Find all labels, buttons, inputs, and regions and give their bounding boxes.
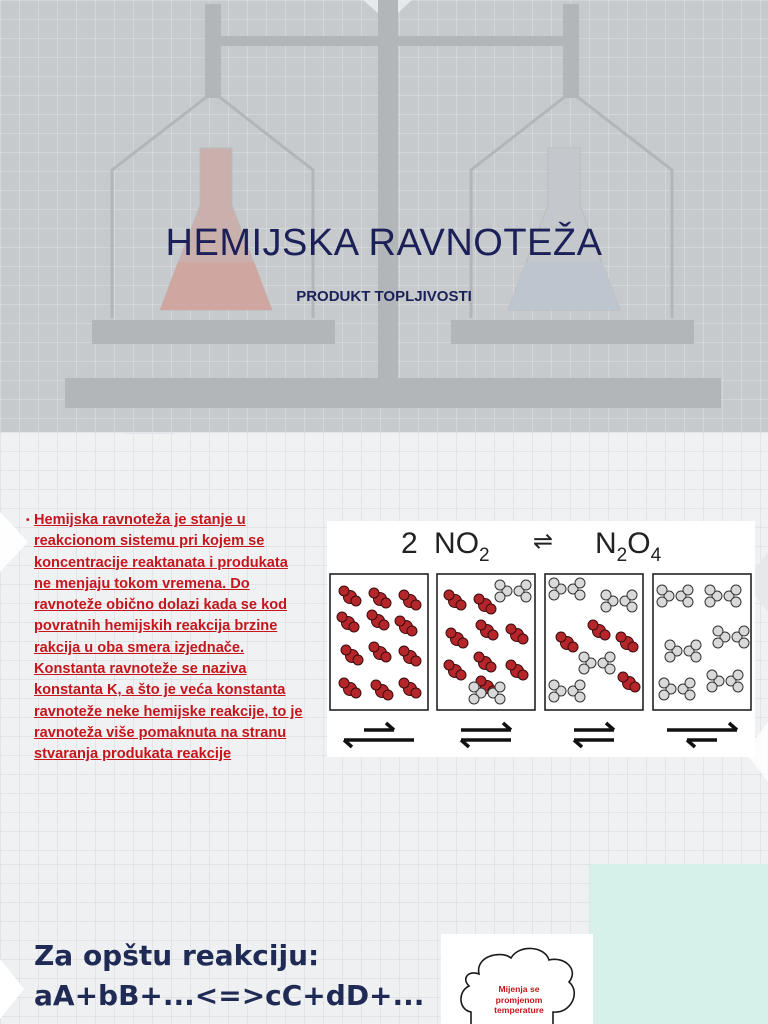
cloud-note [477, 984, 561, 1016]
slide-subtitle: PRODUKT TOPLJIVOSTI [296, 288, 472, 305]
equilibrium-arrow: ⇌ [533, 527, 554, 555]
reaction-arrow-2 [461, 723, 511, 747]
slide-title: HEMIJSKA RAVNOTEŽA [165, 222, 603, 264]
reactant-subscript: 2 [479, 545, 490, 566]
cloud-line-1: Mijenja se [498, 984, 540, 994]
product-n: N [595, 527, 617, 560]
product-o-subscript: 4 [650, 545, 662, 566]
decorative-arrow [0, 954, 30, 1024]
svg-text:N2O4 [595, 527, 662, 566]
molecule-boxes [330, 574, 751, 747]
equilibrium-diagram [327, 521, 755, 757]
mint-accent-block [590, 864, 768, 1024]
title-slide [0, 0, 768, 432]
reaction-arrow-4 [667, 723, 737, 747]
cloud-line-3: temperature [494, 1005, 544, 1015]
balance-scale-illustration [0, 0, 768, 432]
heading-line-2: aA+bB+...<=>cC+dD+... [34, 979, 425, 1012]
reaction-arrow-1 [344, 723, 414, 747]
product-o: O [627, 527, 651, 560]
svg-text:2 NO2 [401, 527, 490, 566]
reactant-formula: NO [434, 527, 480, 560]
cloud-line-2: promjenom [495, 994, 543, 1005]
definition-slide [0, 432, 768, 864]
definition-paragraph [26, 510, 304, 766]
general-reaction-slide [0, 864, 768, 1024]
reactant-coefficient: 2 [401, 527, 418, 560]
reaction-arrow-3 [574, 723, 614, 747]
definition-text: Hemijska ravnoteža je stanje u reakcionom sistemu pri kojem se koncentracije reaktanata i produkata ne menjaju tokom vremena. Do ravnoteže obično dolazi kada se kod povratnih hemijskih reakcija brzine rakcija u oba smera izjednače. Konstanta ravnoteže se naziva konstanta K, a što je veća konstanta ravnoteže neke hemijske reakcije, to je ravnoteža više pomaknuta na stranu stvaranja produkata reakcije [34, 512, 303, 763]
bullet-marker: • [26, 515, 30, 526]
product-n-subscript: 2 [616, 545, 628, 566]
equilibrium-figure [327, 521, 755, 757]
heading-line-1: Za opštu reakciju: [34, 939, 320, 972]
general-reaction-heading [34, 936, 424, 1016]
